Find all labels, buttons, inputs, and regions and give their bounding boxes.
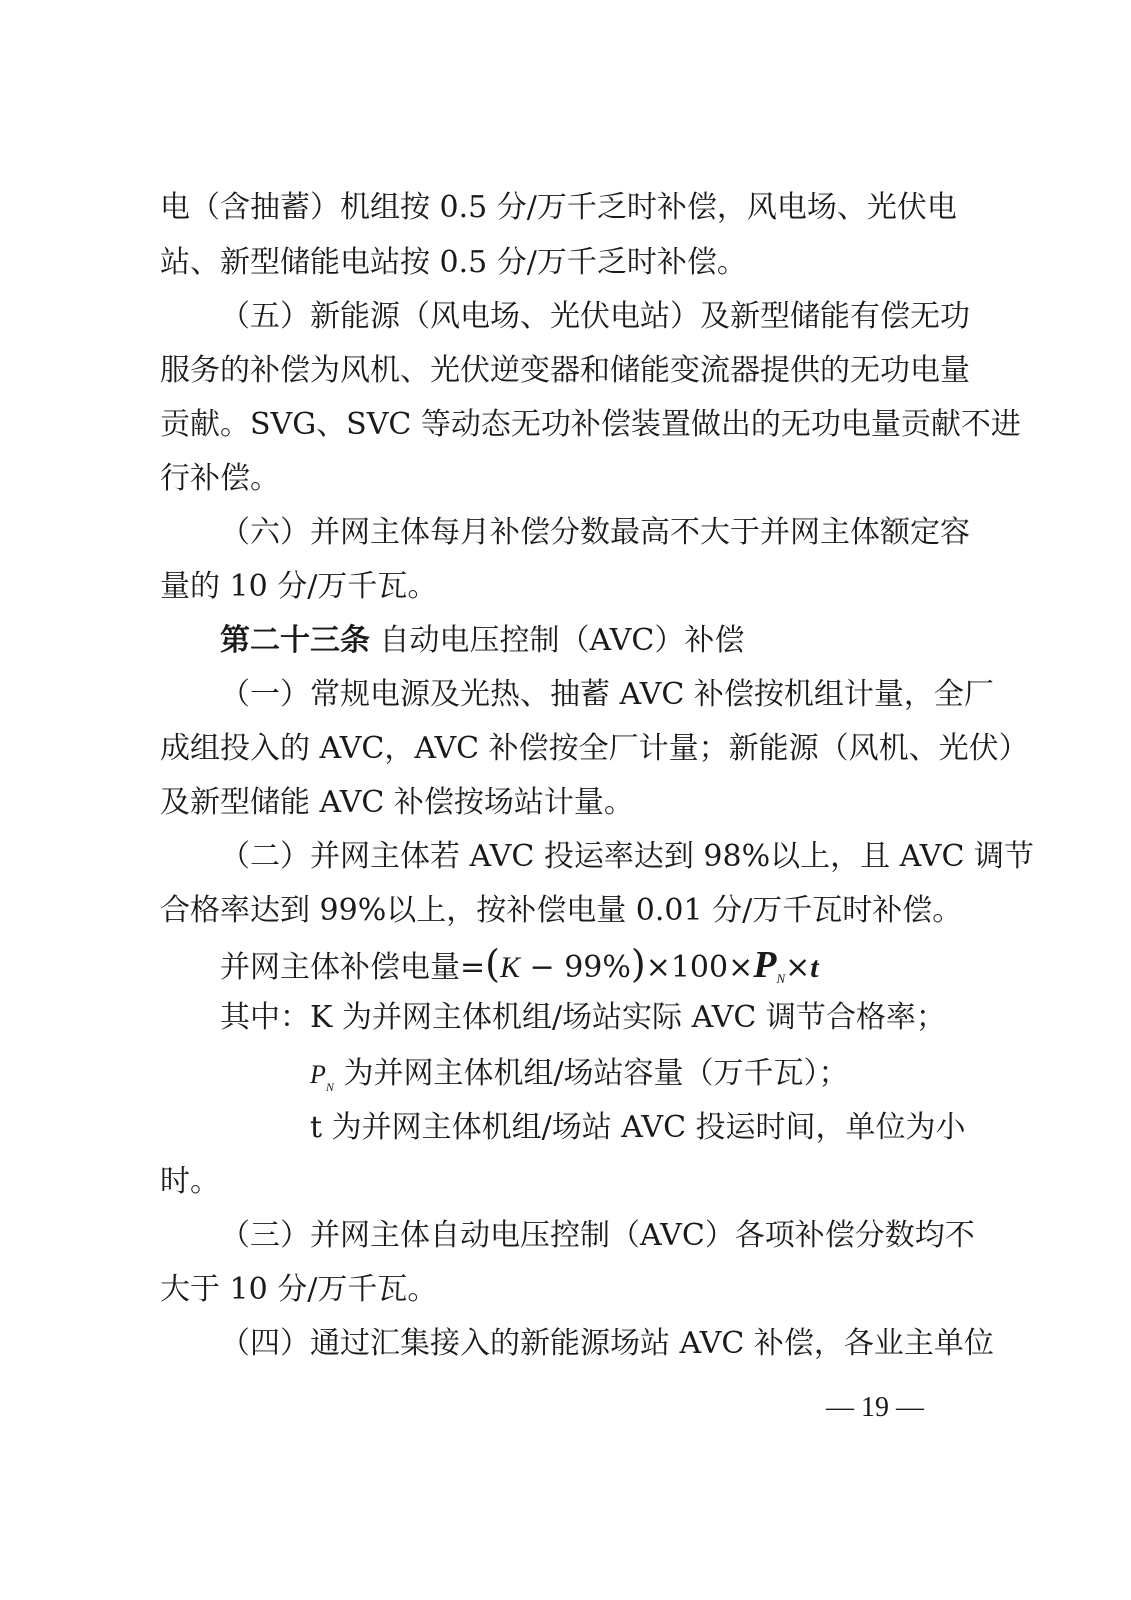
- para-5-line-2: 合格率达到 99%以上，按补偿电量 0.01 分/万千瓦时补偿。: [160, 893, 963, 928]
- where-line-3: t 为并网主体机组/场站 AVC 投运时间，单位为小: [310, 1110, 966, 1145]
- formula-minus: − 99%: [519, 950, 631, 985]
- para-3-line-1: （六）并网主体每月补偿分数最高不大于并网主体额定容: [220, 515, 970, 550]
- para-5-line-1: （二）并网主体若 AVC 投运率达到 98%以上，且 AVC 调节: [220, 839, 1034, 874]
- where-line-2-text: 为并网主体机组/场站容量（万千瓦）；: [333, 1056, 849, 1091]
- para-7-line-1: （四）通过汇集接入的新能源场站 AVC 补偿，各业主单位: [220, 1326, 994, 1361]
- formula-open-paren: (: [485, 942, 500, 986]
- para-2-line-2: 服务的补偿为风机、光伏逆变器和储能变流器提供的无功电量: [160, 353, 970, 388]
- para-1-line-1: 电（含抽蓄）机组按 0.5 分/万千乏时补偿，风电场、光伏电: [160, 190, 957, 225]
- para-3-line-2: 量的 10 分/万千瓦。: [160, 569, 438, 604]
- para-4-line-2: 成组投入的 AVC，AVC 补偿按全厂计量；新能源（风机、光伏）: [160, 731, 1029, 766]
- where-line-1: 其中：K 为并网主体机组/场站实际 AVC 调节合格率；: [220, 1000, 946, 1035]
- formula-label: 并网主体补偿电量=: [220, 950, 486, 985]
- formula-times: ×: [785, 950, 811, 985]
- para-4-line-3: 及新型储能 AVC 补偿按场站计量。: [160, 785, 634, 820]
- formula-close-paren: ): [630, 942, 646, 986]
- para-1-line-2: 站、新型储能电站按 0.5 分/万千乏时补偿。: [160, 245, 747, 280]
- where-p: P: [310, 1060, 326, 1089]
- formula-p: P: [753, 944, 777, 986]
- formula-line: [220, 944, 955, 999]
- para-6-line-2: 大于 10 分/万千瓦。: [160, 1272, 438, 1307]
- para-2-line-1: （五）新能源（风电场、光伏电站）及新型储能有偿无功: [220, 299, 970, 334]
- formula-t: t: [810, 951, 819, 984]
- where-line-4: 时。: [160, 1164, 220, 1199]
- where-line-2: [310, 1054, 955, 1107]
- page-number: — 19 —: [826, 1392, 924, 1423]
- where-n-subscript: N: [325, 1080, 334, 1094]
- formula-n-subscript: N: [776, 971, 786, 986]
- para-2-line-3: 贡献。SVG、SVC 等动态无功补偿装置做出的无功电量贡献不进: [160, 407, 1021, 442]
- formula-times-100: ×100×: [645, 950, 754, 985]
- para-2-line-4: 行补偿。: [160, 461, 280, 496]
- article-23-subject: 自动电压控制（AVC）补偿: [370, 623, 745, 658]
- formula-k: K: [499, 951, 520, 984]
- para-6-line-1: （三）并网主体自动电压控制（AVC）各项补偿分数均不: [220, 1218, 975, 1253]
- article-23-heading: [220, 621, 955, 661]
- article-23-title: 第二十三条: [220, 623, 370, 658]
- para-4-line-1: （一）常规电源及光热、抽蓄 AVC 补偿按机组计量，全厂: [220, 677, 994, 712]
